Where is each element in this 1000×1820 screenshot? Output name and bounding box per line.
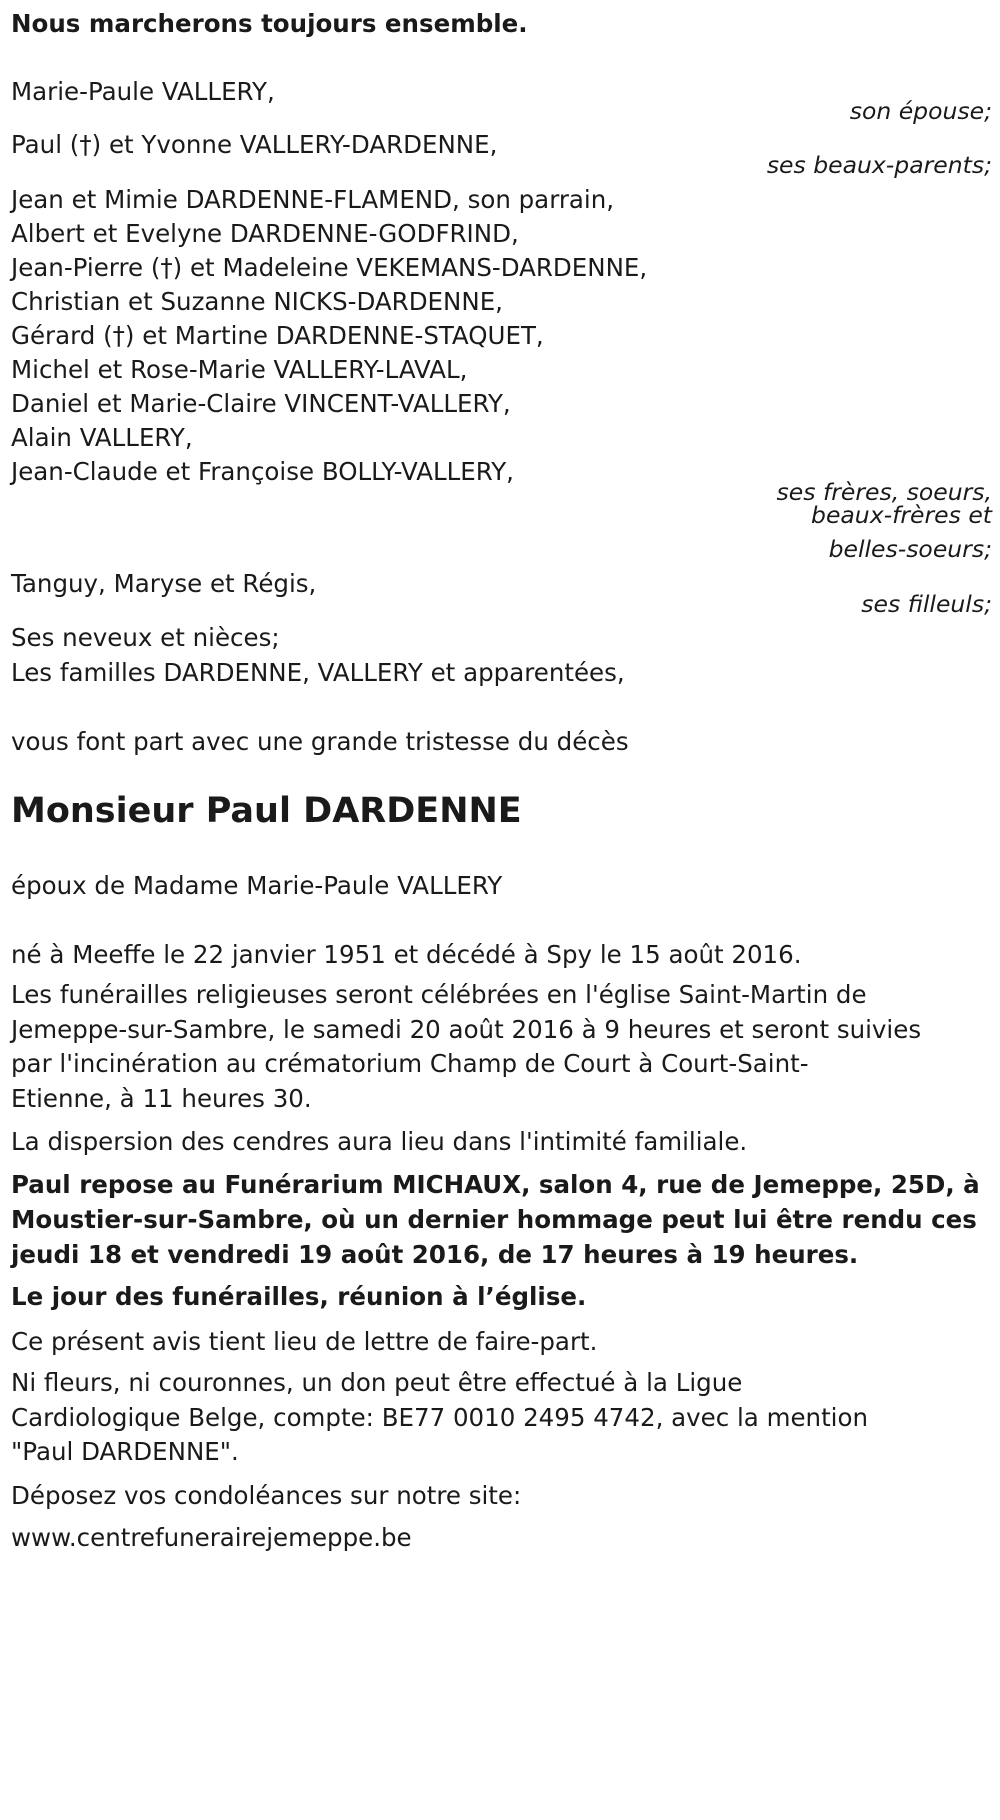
donation-paragraph [11, 1366, 991, 1470]
siblings-relation-line: belles-soeurs; [828, 535, 992, 563]
spouse-name: Marie-Paule VALLERY, [11, 77, 275, 106]
sibling-line: Gérard (†) et Martine DARDENNE-STAQUET, [11, 321, 544, 350]
meeting: Le jour des funérailles, réunion à l’église. [11, 1282, 587, 1311]
funeral-line: par l'incinération au crématorium Champ de Court à Court-Saint- [11, 1049, 809, 1078]
godchildren-name: Tanguy, Maryse et Régis, [11, 569, 317, 598]
notice: Ce présent avis tient lieu de lettre de faire-part. [11, 1327, 598, 1356]
deceased-name: Monsieur Paul DARDENNE [11, 791, 522, 831]
sibling-line: Daniel et Marie-Claire VINCENT-VALLERY, [11, 389, 511, 418]
funeral-line: Les funérailles religieuses seront célébrées en l'église Saint-Martin de [11, 980, 867, 1009]
visitation-line: Paul repose au Funérarium MICHAUX, salon 4, rue de Jemeppe, 25D, à [11, 1170, 980, 1199]
spouse-line: époux de Madame Marie-Paule VALLERY [11, 871, 503, 900]
birth-death: né à Meeffe le 22 janvier 1951 et décédé à Spy le 15 août 2016. [11, 940, 802, 969]
sibling-line: Jean-Claude et Françoise BOLLY-VALLERY, [11, 457, 514, 486]
siblings-relation [776, 478, 992, 529]
visitation-paragraph [11, 1167, 991, 1272]
visitation-line: Moustier-sur-Sambre, où un dernier hommage peut lui être rendu ces [11, 1205, 977, 1234]
heading: Nous marcherons toujours ensemble. [11, 9, 528, 38]
donation-line: Cardiologique Belge, compte: BE77 0010 2495 4742, avec la mention [11, 1402, 868, 1432]
nephews-line: Ses neveux et nièces; [11, 623, 280, 652]
funeral-line: Jemeppe-sur-Sambre, le samedi 20 août 2016 à 9 heures et seront suivies [11, 1014, 922, 1044]
sibling-line: Michel et Rose-Marie VALLERY-LAVAL, [11, 355, 468, 384]
sibling-line: Christian et Suzanne NICKS-DARDENNE, [11, 287, 503, 316]
funeral-paragraph [11, 978, 991, 1116]
dispersion: La dispersion des cendres aura lieu dans l'intimité familiale. [11, 1127, 748, 1156]
spouse-relation: son épouse; [849, 97, 992, 125]
donation-line: Ni fleurs, ni couronnes, un don peut être effectué à la Ligue [11, 1368, 743, 1397]
visitation-line: jeudi 18 et vendredi 19 août 2016, de 17 heures à 19 heures. [11, 1240, 859, 1269]
announcement: vous font part avec une grande tristesse du décès [11, 727, 629, 756]
in-laws-name: Paul (†) et Yvonne VALLERY-DARDENNE, [11, 130, 498, 159]
sibling-line: Jean-Pierre (†) et Madeleine VEKEMANS-DARDENNE, [11, 253, 648, 282]
in-laws-relation: ses beaux-parents; [766, 151, 992, 179]
sibling-line: Jean et Mimie DARDENNE-FLAMEND, son parrain, [11, 185, 615, 214]
siblings-relation-line: beaux-frères et [811, 501, 992, 529]
families-line: Les familles DARDENNE, VALLERY et apparentées, [11, 658, 625, 687]
godchildren-relation: ses filleuls; [861, 590, 992, 618]
siblings-relation-line: ses frères, soeurs, [776, 478, 992, 506]
condolences: Déposez vos condoléances sur notre site: [11, 1481, 522, 1510]
website-link[interactable]: www.centrefunerairejemeppe.be [11, 1523, 412, 1552]
donation-line: "Paul DARDENNE". [11, 1437, 239, 1466]
funeral-line: Etienne, à 11 heures 30. [11, 1083, 312, 1113]
sibling-line: Alain VALLERY, [11, 423, 193, 452]
sibling-line: Albert et Evelyne DARDENNE-GODFRIND, [11, 219, 519, 248]
